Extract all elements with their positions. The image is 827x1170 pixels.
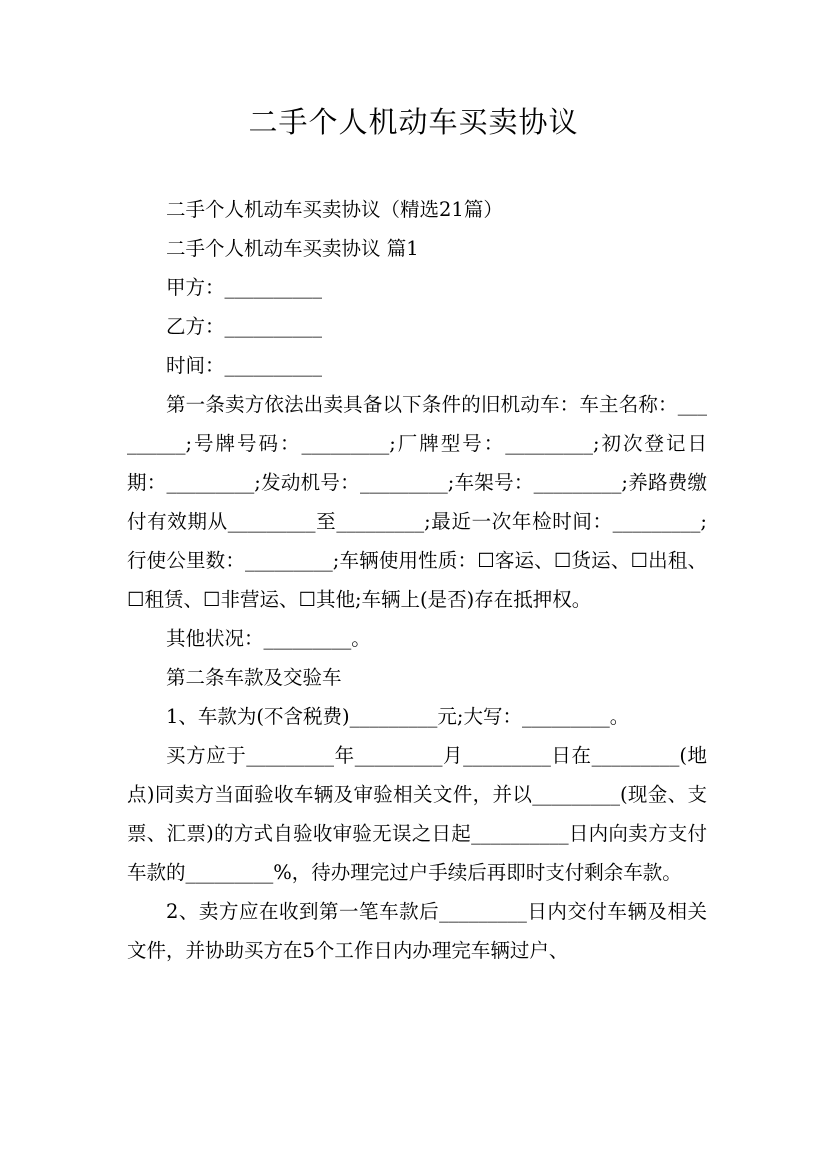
paragraph-price: 1、车款为(不含税费)_________元;大写：_________。 <box>166 705 630 728</box>
document-body <box>127 190 707 970</box>
document-title: 二手个人机动车买卖协议 <box>248 105 579 139</box>
paragraph-payment: 买方应于_________年_________月_________日在_________(地点)同卖方当面验收车辆及审验相关文件，并以_________(现金、支票、汇票)的方式自验收审验无误之日起__________日内向卖方支付车款的_________%，待办理完过户手续后再即时支付剩余车款。 <box>127 744 707 884</box>
paragraph-article-1: 第一条卖方依法出卖具备以下条件的旧机动车：车主名称：_________;号牌号码：_________;厂牌型号：_________;初次登记日期：_________;发动机号：_________;车架号：_________;养路费缴付有效期从_________至_________;最近一次年检时间：_________;行使公里数：_________;车辆使用性质：☐客运、☐货运、☐出租、☐租赁、☐非营运、☐其他;车辆上(是否)存在抵押权。 <box>127 393 707 611</box>
paragraph-party-b: 乙方：__________ <box>166 315 323 338</box>
paragraph-party-a: 甲方：__________ <box>166 276 323 299</box>
paragraph-other-status: 其他状况：_________。 <box>166 627 371 650</box>
paragraph-delivery: 2、卖方应在收到第一笔车款后_________日内交付车辆及相关文件，并协助买方在5个工作日内办理完车辆过户、 <box>127 900 707 962</box>
paragraph-article-2-heading: 第二条车款及交验车 <box>166 666 342 689</box>
paragraph-subtitle: 二手个人机动车买卖协议（精选21篇） <box>166 198 503 221</box>
paragraph-section-heading: 二手个人机动车买卖协议 篇1 <box>166 237 419 260</box>
paragraph-date: 时间：__________ <box>166 354 323 377</box>
